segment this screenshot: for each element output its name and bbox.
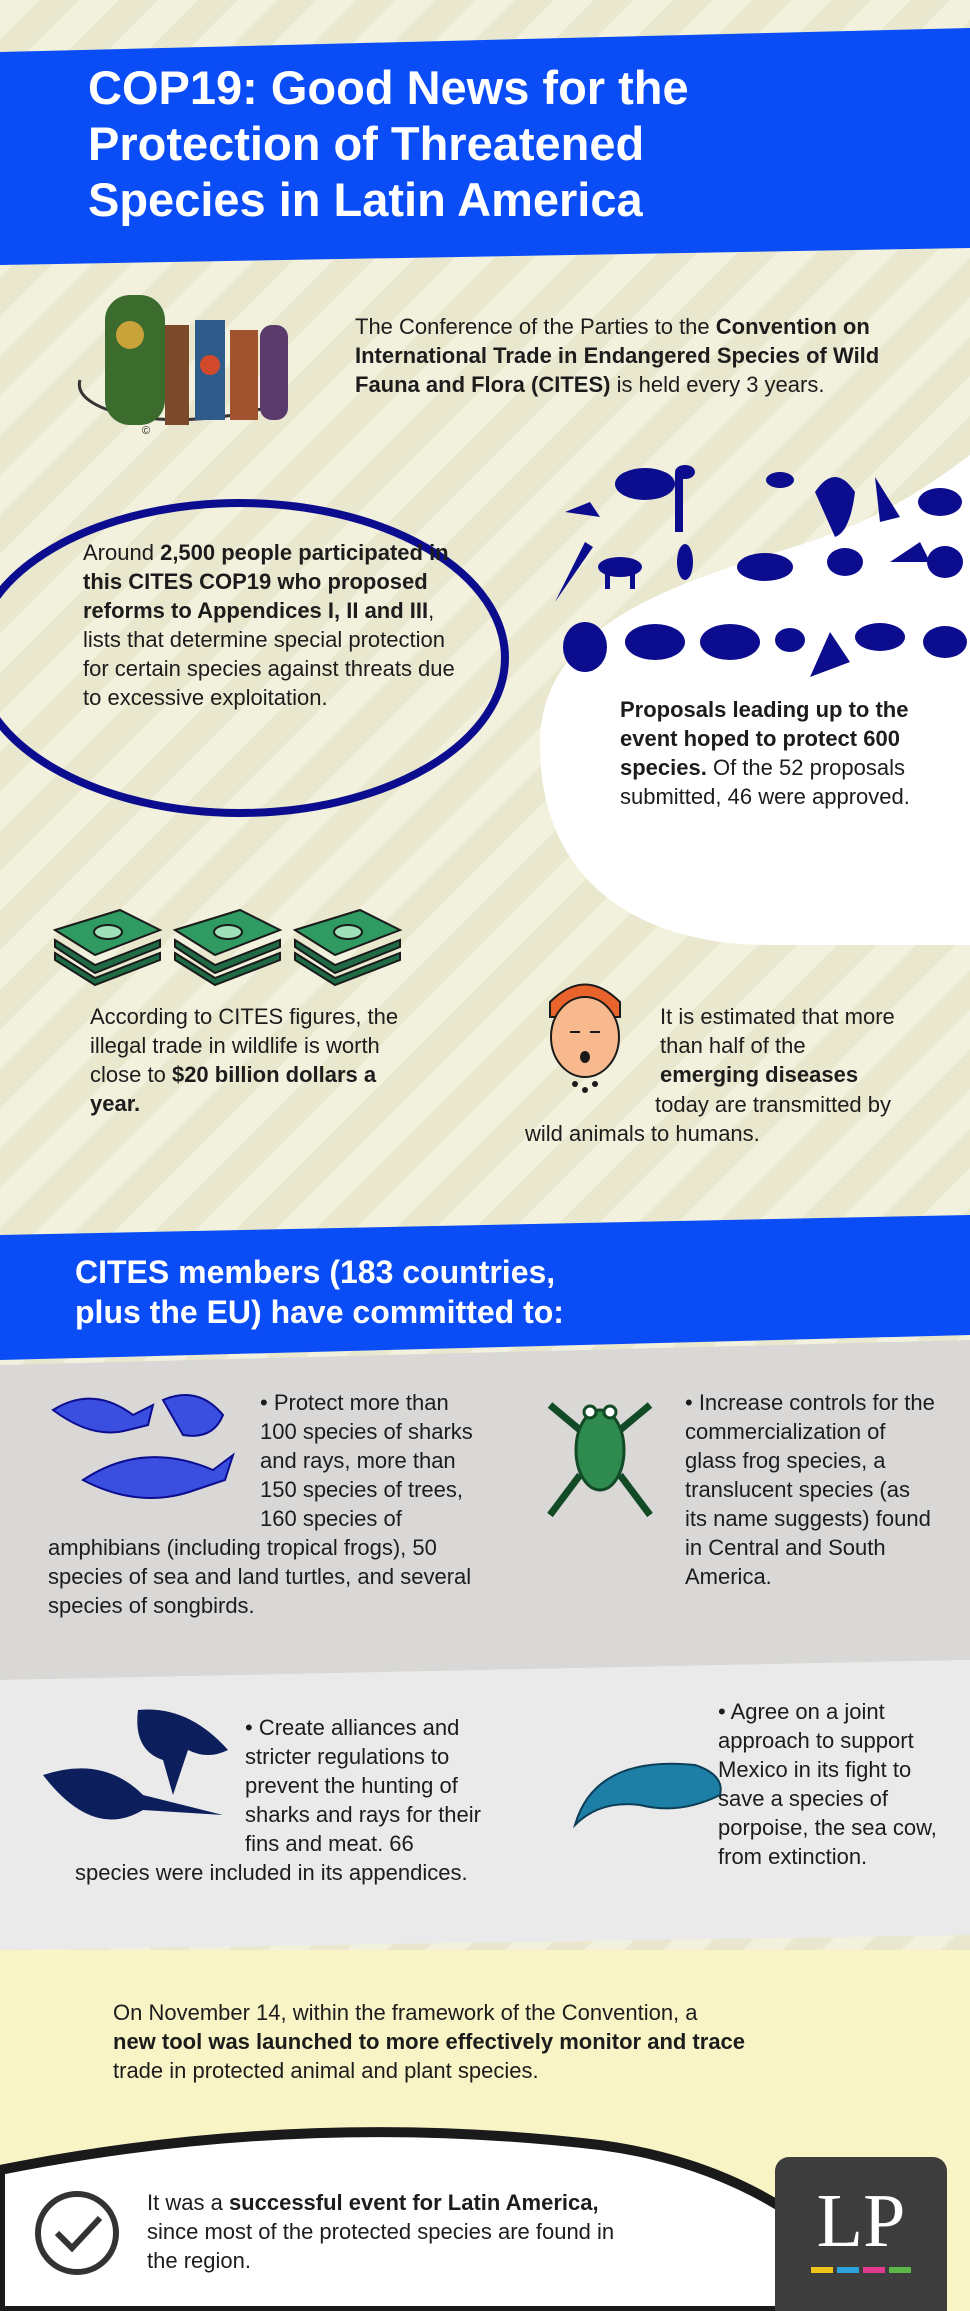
participants-bold: 2,500 people participated in this CITES COP19 who proposed reforms to Appendices I, II and III <box>83 540 449 623</box>
footer-line: since most of the protected species are found in the region. <box>147 2219 615 2273</box>
copyright-mark: © <box>142 425 151 437</box>
trade-text <box>90 1002 420 1118</box>
footer-line: It was a <box>147 2190 223 2215</box>
trade-line: According to CITES figures, the illegal trade in wildlife is worth close to <box>90 1004 399 1087</box>
commitment-rays: • Create alliances and stricter regulations to prevent the hunting of sharks and rays for their fins and meat. 66 species were included in its appendices. <box>75 1715 481 1885</box>
lp-logo-text: LP <box>816 2179 906 2263</box>
participants-text <box>83 538 473 712</box>
lp-logo <box>775 2157 947 2311</box>
diseases-bold: emerging diseases <box>660 1062 859 1087</box>
animal-silhouettes <box>545 462 970 682</box>
participants-line: , lists that determine special protection for certain species against threats due to excessive exploitation. <box>83 598 455 710</box>
sick-person-icon <box>535 972 635 1107</box>
commitment-sharks: • Protect more than 100 species of sharks and rays, more than 150 species of trees, 160 species of amphibians (including tropical frogs), 50 species of sea and land turtles, and several species of songbirds. <box>48 1390 473 1618</box>
commitment-frog: • Increase controls for the commercialization of glass frog species, a translucent species (as its name suggests) found in Central and South America. <box>685 1390 935 1589</box>
footer-text <box>147 2188 617 2275</box>
proposals-bold: Proposals leading up to the event hoped to protect 600 species. <box>620 697 909 780</box>
proposals-line: Of the 52 proposals submitted, 46 were approved. <box>620 755 910 809</box>
check-circle-icon <box>32 2188 122 2278</box>
tool-line: On November 14, within the framework of the Convention, a <box>113 2000 698 2025</box>
porpoise-text <box>718 1697 938 1871</box>
page-title <box>88 60 948 228</box>
proposals-text <box>620 695 920 811</box>
tool-bold: new tool was launched to more effectively monitor and trace <box>113 2029 746 2054</box>
title-line: COP19: Good News for the <box>88 61 689 114</box>
cites-logo <box>60 285 320 450</box>
cites-logo-art <box>60 285 320 450</box>
porpoise-icon <box>565 1745 725 1835</box>
logo-bar <box>889 2267 911 2273</box>
diseases-text-bottom <box>525 1090 925 1148</box>
intro-text <box>355 312 885 399</box>
participants-line: Around <box>83 540 154 565</box>
money-stacks-icon <box>50 885 410 990</box>
sharks-text <box>48 1388 478 1620</box>
members-title-line: CITES members (183 countries, <box>75 1254 556 1290</box>
frog-text <box>685 1388 935 1591</box>
diseases-text-top <box>660 1002 910 1089</box>
footer-bold: successful event for Latin America, <box>228 2190 599 2215</box>
diseases-line: today are transmitted by wild animals to humans. <box>525 1092 892 1146</box>
intro-line: is held every 3 years. <box>616 372 825 397</box>
members-title <box>75 1252 925 1332</box>
logo-bar <box>863 2267 885 2273</box>
tool-line: trade in protected animal and plant species. <box>113 2058 539 2083</box>
tool-text <box>113 1998 913 2085</box>
logo-bar <box>811 2267 833 2273</box>
trade-bold: $20 billion dollars a year. <box>90 1062 377 1116</box>
rays-text <box>75 1713 485 1887</box>
title-line: Species in Latin America <box>88 173 643 226</box>
lp-logo-bars <box>811 2267 911 2273</box>
intro-bold: Convention on International Trade in Endangered Species of Wild Fauna and Flora (CITES) <box>355 314 880 397</box>
commitment-porpoise: • Agree on a joint approach to support Mexico in its fight to save a species of porpoise, the sea cow, from extinction. <box>718 1699 937 1869</box>
diseases-line: It is estimated that more than half of the <box>660 1004 895 1058</box>
members-title-line: plus the EU) have committed to: <box>75 1294 564 1330</box>
title-line: Protection of Threatened <box>88 117 645 170</box>
frog-icon <box>540 1390 660 1530</box>
logo-bar <box>837 2267 859 2273</box>
intro-line: The Conference of the Parties to the <box>355 314 710 339</box>
